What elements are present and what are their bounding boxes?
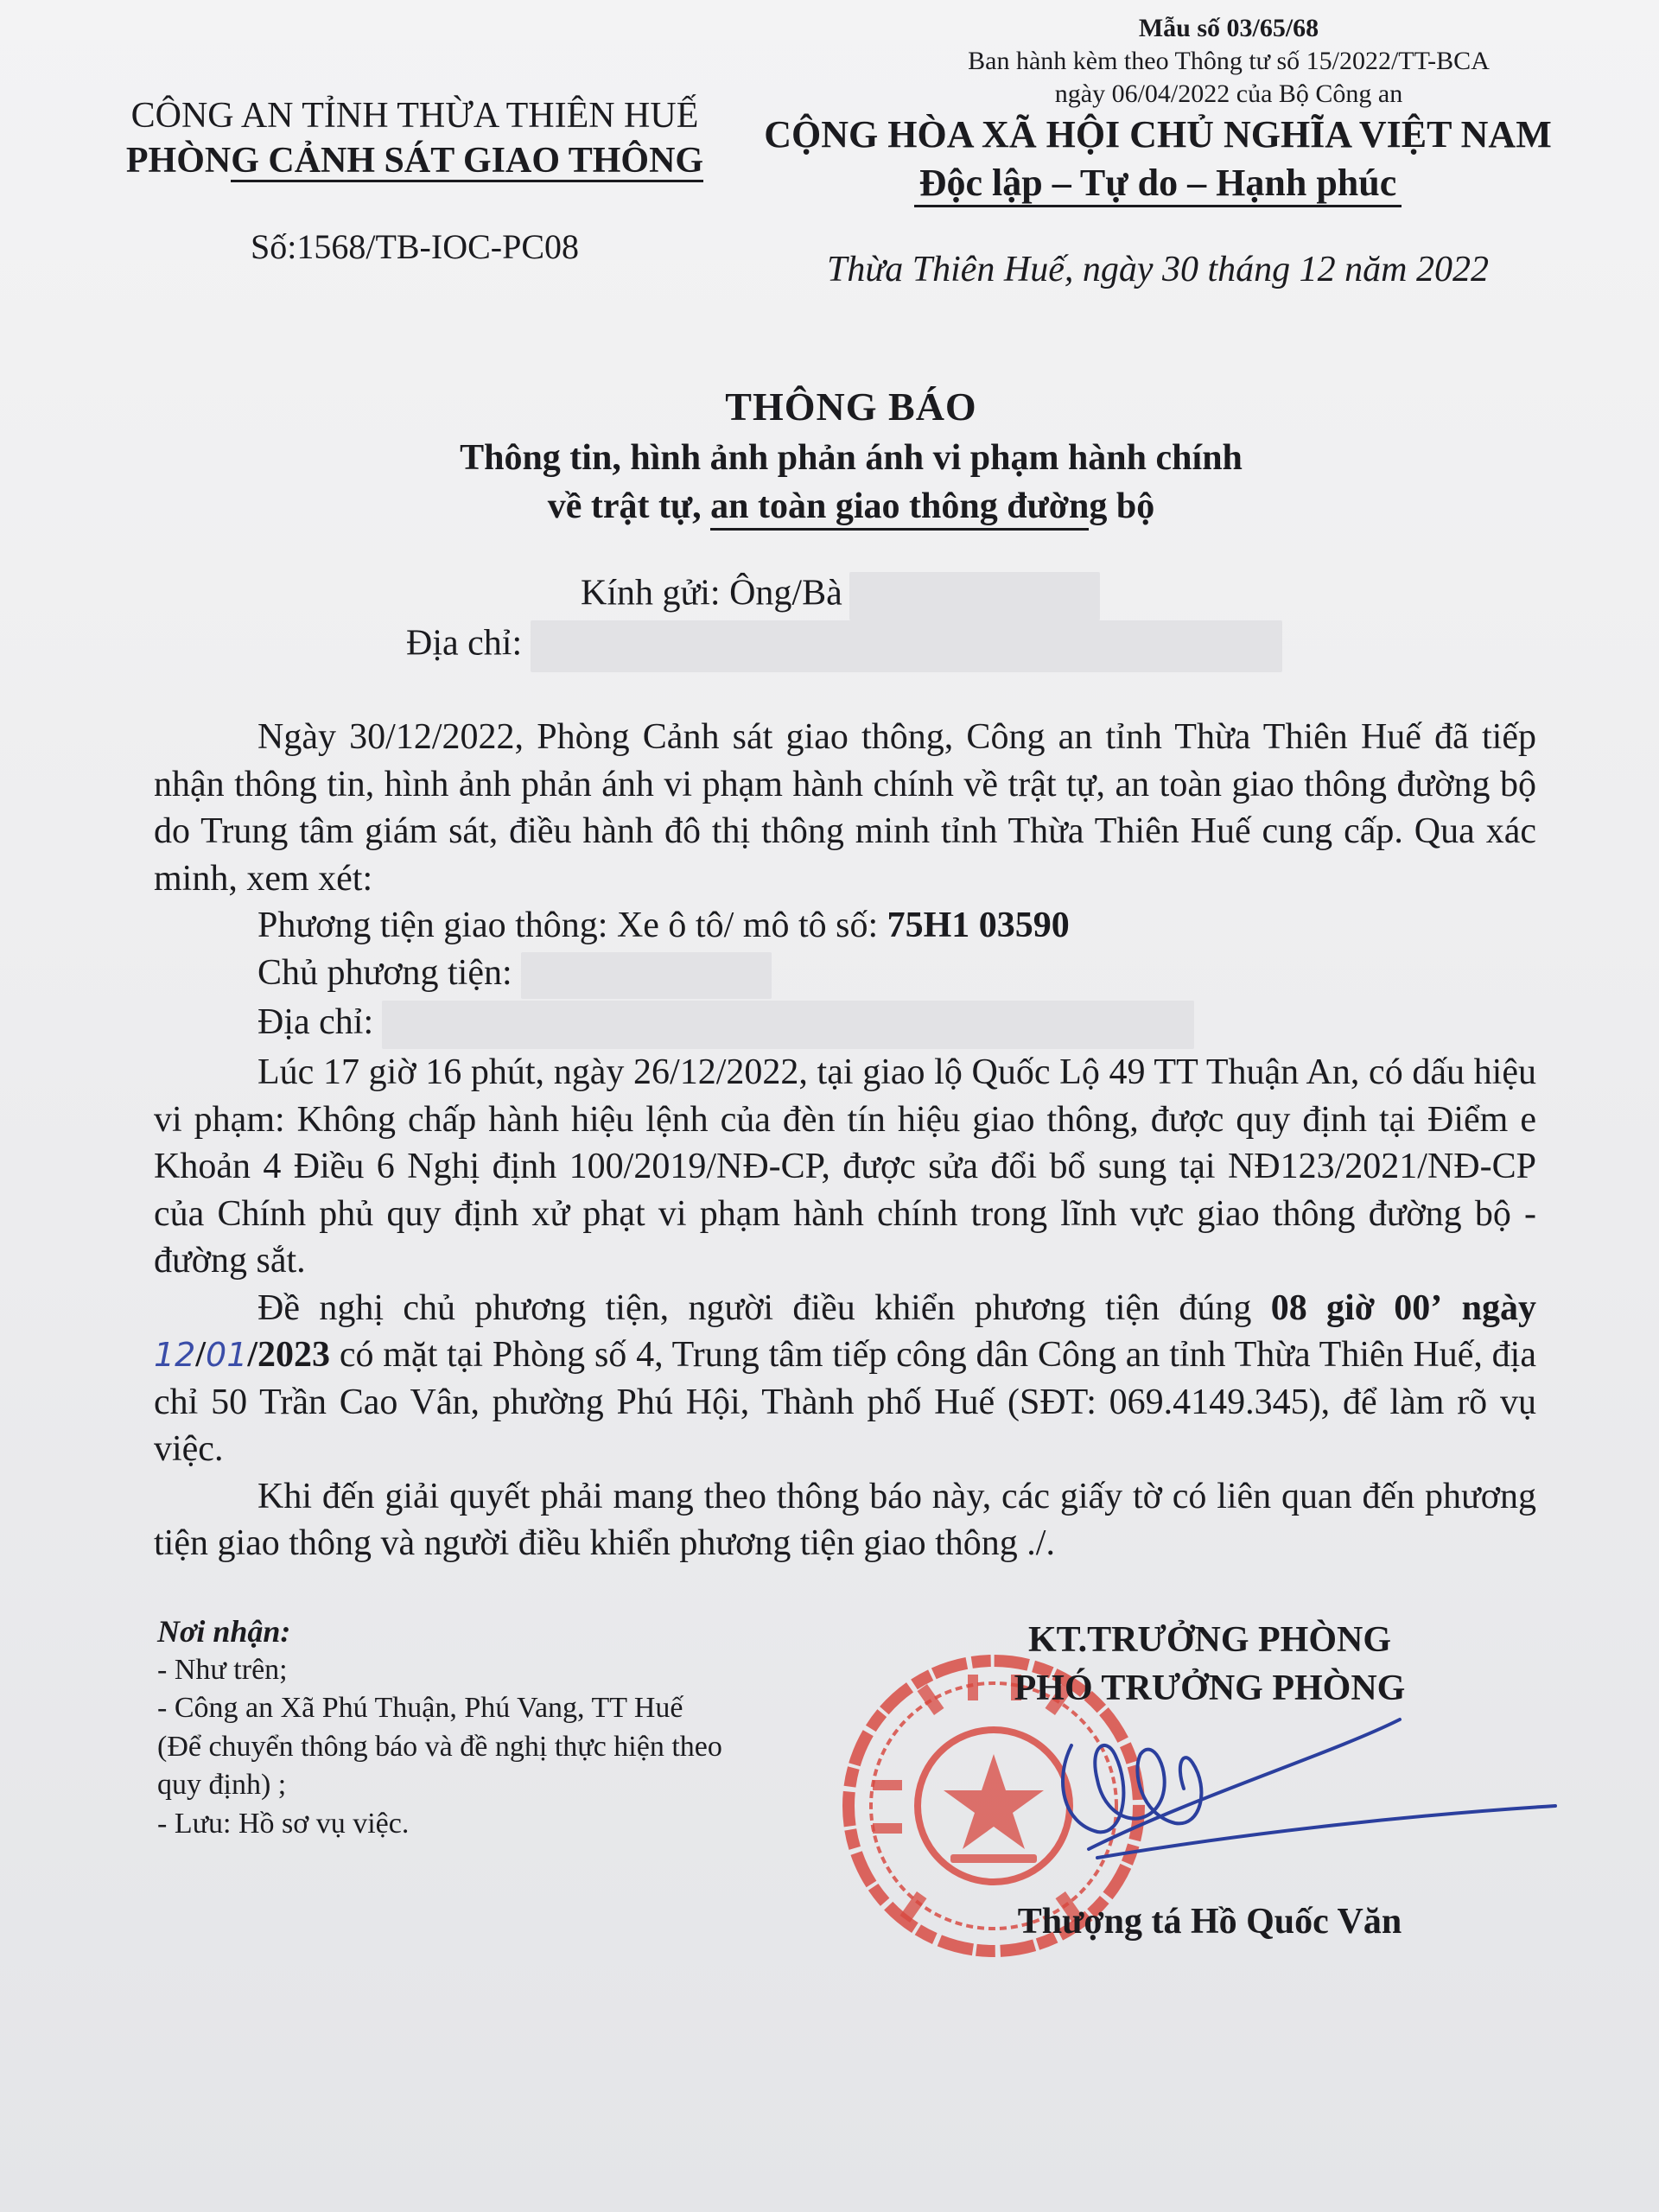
recipients-list-block xyxy=(157,1612,814,1843)
document-number: Số:1568/TB-IOC-PC08 xyxy=(250,227,580,266)
notice-subtitle-1: Thông tin, hình ảnh phản ánh vi phạm hành chính xyxy=(460,438,1243,478)
agency-block xyxy=(86,93,743,183)
handwritten-signature xyxy=(968,1702,1573,1875)
notice-subtitle-2-underlined: an toàn giao thông đườn xyxy=(710,485,1089,531)
body-paragraph-intro: Ngày 30/12/2022, Phòng Cảnh sát giao thông, Công an tỉnh Thừa Thiên Huế đã tiếp nhận thông tin, hình ảnh phản ánh vi phạm hành chính về trật tự, an toàn giao thông đường bộ do Trung tâm giám sát, điều hành đô thị thông minh tỉnh Thừa Thiên Huế cung cấp. Qua xác minh, xem xét: xyxy=(154,717,1536,899)
signature-title-2: PHÓ TRƯỞNG PHÒNG xyxy=(1014,1669,1406,1708)
form-note-line2: ngày 06/04/2022 của Bộ Công an xyxy=(1054,79,1403,108)
date-separator-1: / xyxy=(195,1335,207,1376)
signature-title-1: KT.TRƯỞNG PHÒNG xyxy=(1028,1620,1391,1660)
recipients-item: (Để chuyển thông báo và đề nghị thực hiện theo xyxy=(157,1730,722,1763)
nation-motto: Độc lập – Tự do – Hạnh phúc xyxy=(914,162,1402,207)
request-suffix: có mặt tại Phòng số 4, Trung tâm tiếp công dân Công an tỉnh Thừa Thiên Huế, địa chỉ 50 Trần Cao Vân, phường Phú Hội, Thành phố Huế (SĐT: 069.4149.345), để làm rõ vụ việc. xyxy=(154,1335,1536,1470)
form-number: Mẫu số 03/65/68 xyxy=(1138,14,1319,42)
nation-block xyxy=(752,111,1564,207)
vehicle-label: Phương tiện giao thông: Xe ô tô/ mô tô số: xyxy=(257,906,887,945)
form-note-line1: Ban hành kèm theo Thông tư số 15/2022/TT-BCA xyxy=(968,47,1490,75)
handwritten-month: 01 xyxy=(206,1336,248,1375)
body-owner-line xyxy=(154,950,1536,999)
recipient-address-label: Địa chỉ: xyxy=(406,623,523,664)
redacted-address xyxy=(531,620,1282,672)
signer-name: Thượng tá Hồ Quốc Văn xyxy=(1017,1902,1402,1942)
redacted-owner-address xyxy=(382,1001,1194,1049)
body-address-line xyxy=(154,999,1536,1049)
recipients-heading: Nơi nhận: xyxy=(157,1614,291,1649)
handwritten-day: 12 xyxy=(154,1336,196,1375)
body-closing-paragraph: Khi đến giải quyết phải mang theo thông báo này, các giấy tờ có liên quan đến phương tiện giao thông và người điều khiển phương tiện giao thông ./. xyxy=(154,1476,1536,1564)
recipient-address-line xyxy=(406,620,1282,672)
recipient-line xyxy=(581,572,1100,620)
recipients-item: - Công an Xã Phú Thuận, Phú Vang, TT Huế xyxy=(157,1692,683,1724)
agency-department-prefix: PHÒN xyxy=(125,141,232,181)
agency-department xyxy=(86,138,743,183)
recipients-list xyxy=(157,1651,814,1844)
notice-subtitle-2-suffix: g bộ xyxy=(1089,486,1155,526)
recipient-label: Kính gửi: Ông/Bà xyxy=(581,573,842,613)
notice-body xyxy=(154,714,1536,1567)
request-prefix: Đề nghị chủ phương tiện, người điều khiển phương tiện đúng xyxy=(257,1287,1271,1328)
agency-parent: CÔNG AN TỈNH THỪA THIÊN HUẾ xyxy=(130,96,699,136)
place-date: Thừa Thiên Huế, ngày 30 tháng 12 năm 2022 xyxy=(826,250,1490,289)
notice-title-block xyxy=(225,380,1478,531)
recipients-item: - Lưu: Hồ sơ vụ việc. xyxy=(157,1807,410,1840)
request-day-label: ngày xyxy=(1461,1287,1536,1328)
date-separator-2: /2023 xyxy=(247,1335,331,1376)
vehicle-plate: 75H1 03590 xyxy=(887,906,1070,945)
body-vehicle-line xyxy=(154,902,1536,950)
body-request-paragraph xyxy=(154,1285,1536,1473)
recipients-item: quy định) ; xyxy=(157,1769,287,1801)
owner-address-label: Địa chỉ: xyxy=(257,1001,374,1042)
form-note xyxy=(900,12,1557,111)
body-violation-paragraph: Lúc 17 giờ 16 phút, ngày 26/12/2022, tại giao lộ Quốc Lộ 49 TT Thuận An, có dấu hiệu vi phạm: Không chấp hành hiệu lệnh của đèn tín hiệu giao thông, được quy định tại Điểm e Khoản 4 Điều 6 Nghị định 100/2019/NĐ-CP, được sửa đổi bổ sung tại NĐ123/2021/NĐ-CP của Chính phủ quy định xử phạt vi phạm hành chính trong lĩnh vực giao thông đường bộ - đường sắt. xyxy=(154,1052,1536,1281)
agency-department-underlined: G CẢNH SÁT GIAO THÔNG xyxy=(231,141,704,181)
notice-subtitle-2-prefix: về trật tự, xyxy=(547,486,711,526)
redacted-owner xyxy=(521,952,772,999)
owner-label: Chủ phương tiện: xyxy=(257,952,512,993)
request-time: 08 giờ 00’ xyxy=(1270,1287,1443,1328)
notice-title: THÔNG BÁO xyxy=(725,385,977,429)
recipients-item: - Như trên; xyxy=(157,1653,288,1686)
redacted-name xyxy=(849,572,1100,620)
notice-subtitle-2 xyxy=(225,482,1478,531)
nation-name: CỘNG HÒA XÃ HỘI CHỦ NGHĨA VIỆT NAM xyxy=(764,113,1552,156)
signature-title-block xyxy=(916,1616,1503,1713)
